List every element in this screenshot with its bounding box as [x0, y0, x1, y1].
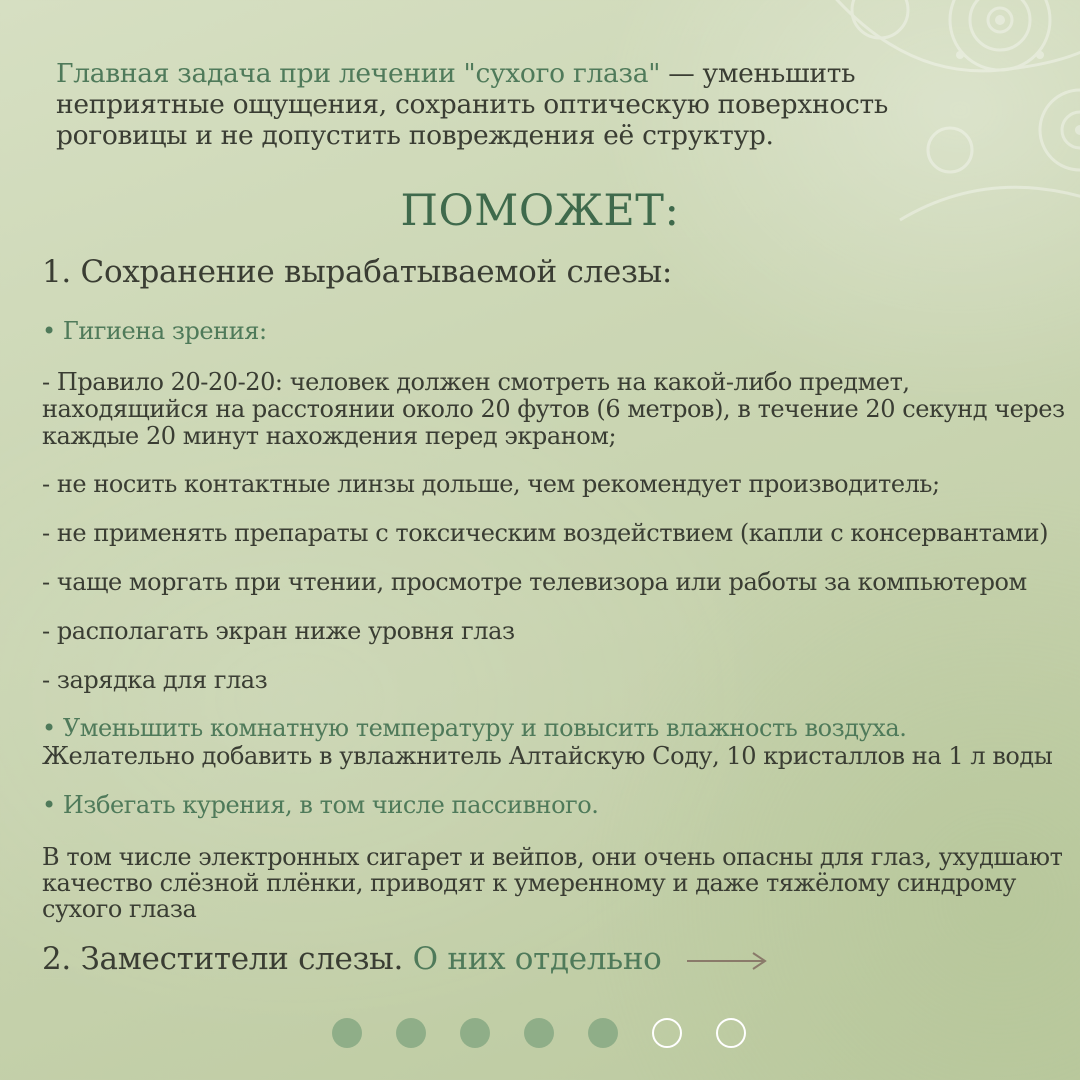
page-dot-1[interactable] — [332, 1018, 362, 1048]
page-dot-6[interactable] — [652, 1018, 682, 1048]
rule-line2: находящийся на расстоянии около 20 футов (6 метров), в течение 20 секунд через — [42, 395, 1065, 423]
intro-highlight: Главная задача при лечении "сухого глаза" — [56, 58, 661, 89]
intro-paragraph — [56, 58, 1046, 151]
section2-link[interactable]: О них отдельно — [412, 941, 662, 977]
page-dot-3[interactable] — [460, 1018, 490, 1048]
intro-line3: роговицы и не допустить повреждения её структур. — [56, 120, 774, 151]
humidity-highlight: • Уменьшить комнатную температуру и повысить влажность воздуха. — [42, 714, 907, 742]
hygiene-label: • Гигиена зрения: — [42, 317, 267, 345]
section2-title — [42, 941, 769, 977]
arrow-right-icon[interactable] — [685, 951, 769, 971]
blink-item: - чаще моргать при чтении, просмотре телевизора или работы за компьютером — [42, 568, 1027, 596]
section2-title-text: 2. Заместители слезы. — [42, 941, 404, 977]
smoking-line1: В том числе электронных сигарет и вейпов, они очень опасны для глаз, ухудшают — [42, 843, 1063, 871]
drugs-item: - не применять препараты с токсическим воздействием (капли с консервантами) — [42, 519, 1048, 547]
humidity-text: Желательно добавить в увлажнитель Алтайскую Соду, 10 кристаллов на 1 л воды — [42, 742, 1053, 770]
pagination-dots — [332, 1018, 780, 1048]
rule-line3: каждые 20 минут нахождения перед экраном; — [42, 422, 617, 450]
rule-line1: - Правило 20-20-20: человек должен смотреть на какой-либо предмет, — [42, 368, 910, 396]
intro-line2: неприятные ощущения, сохранить оптическую поверхность — [56, 89, 889, 120]
exercise-item: - зарядка для глаз — [42, 666, 268, 694]
page-dot-5-current[interactable] — [588, 1018, 618, 1048]
intro-line1-rest: — уменьшить — [660, 58, 856, 89]
page-dot-2[interactable] — [396, 1018, 426, 1048]
smoking-line3: сухого глаза — [42, 895, 197, 923]
section1-title: 1. Сохранение вырабатываемой слезы: — [42, 254, 673, 290]
smoking-line2: качество слёзной плёнки, приводят к умеренному и даже тяжёлому синдрому — [42, 869, 1016, 897]
lenses-item: - не носить контактные линзы дольше, чем рекомендует производитель; — [42, 470, 940, 498]
smoking-highlight: • Избегать курения, в том числе пассивного. — [42, 791, 599, 819]
page-dot-4[interactable] — [524, 1018, 554, 1048]
page-heading: ПОМОЖЕТ: — [400, 186, 680, 236]
screen-item: - располагать экран ниже уровня глаз — [42, 617, 515, 645]
page-dot-7[interactable] — [716, 1018, 746, 1048]
